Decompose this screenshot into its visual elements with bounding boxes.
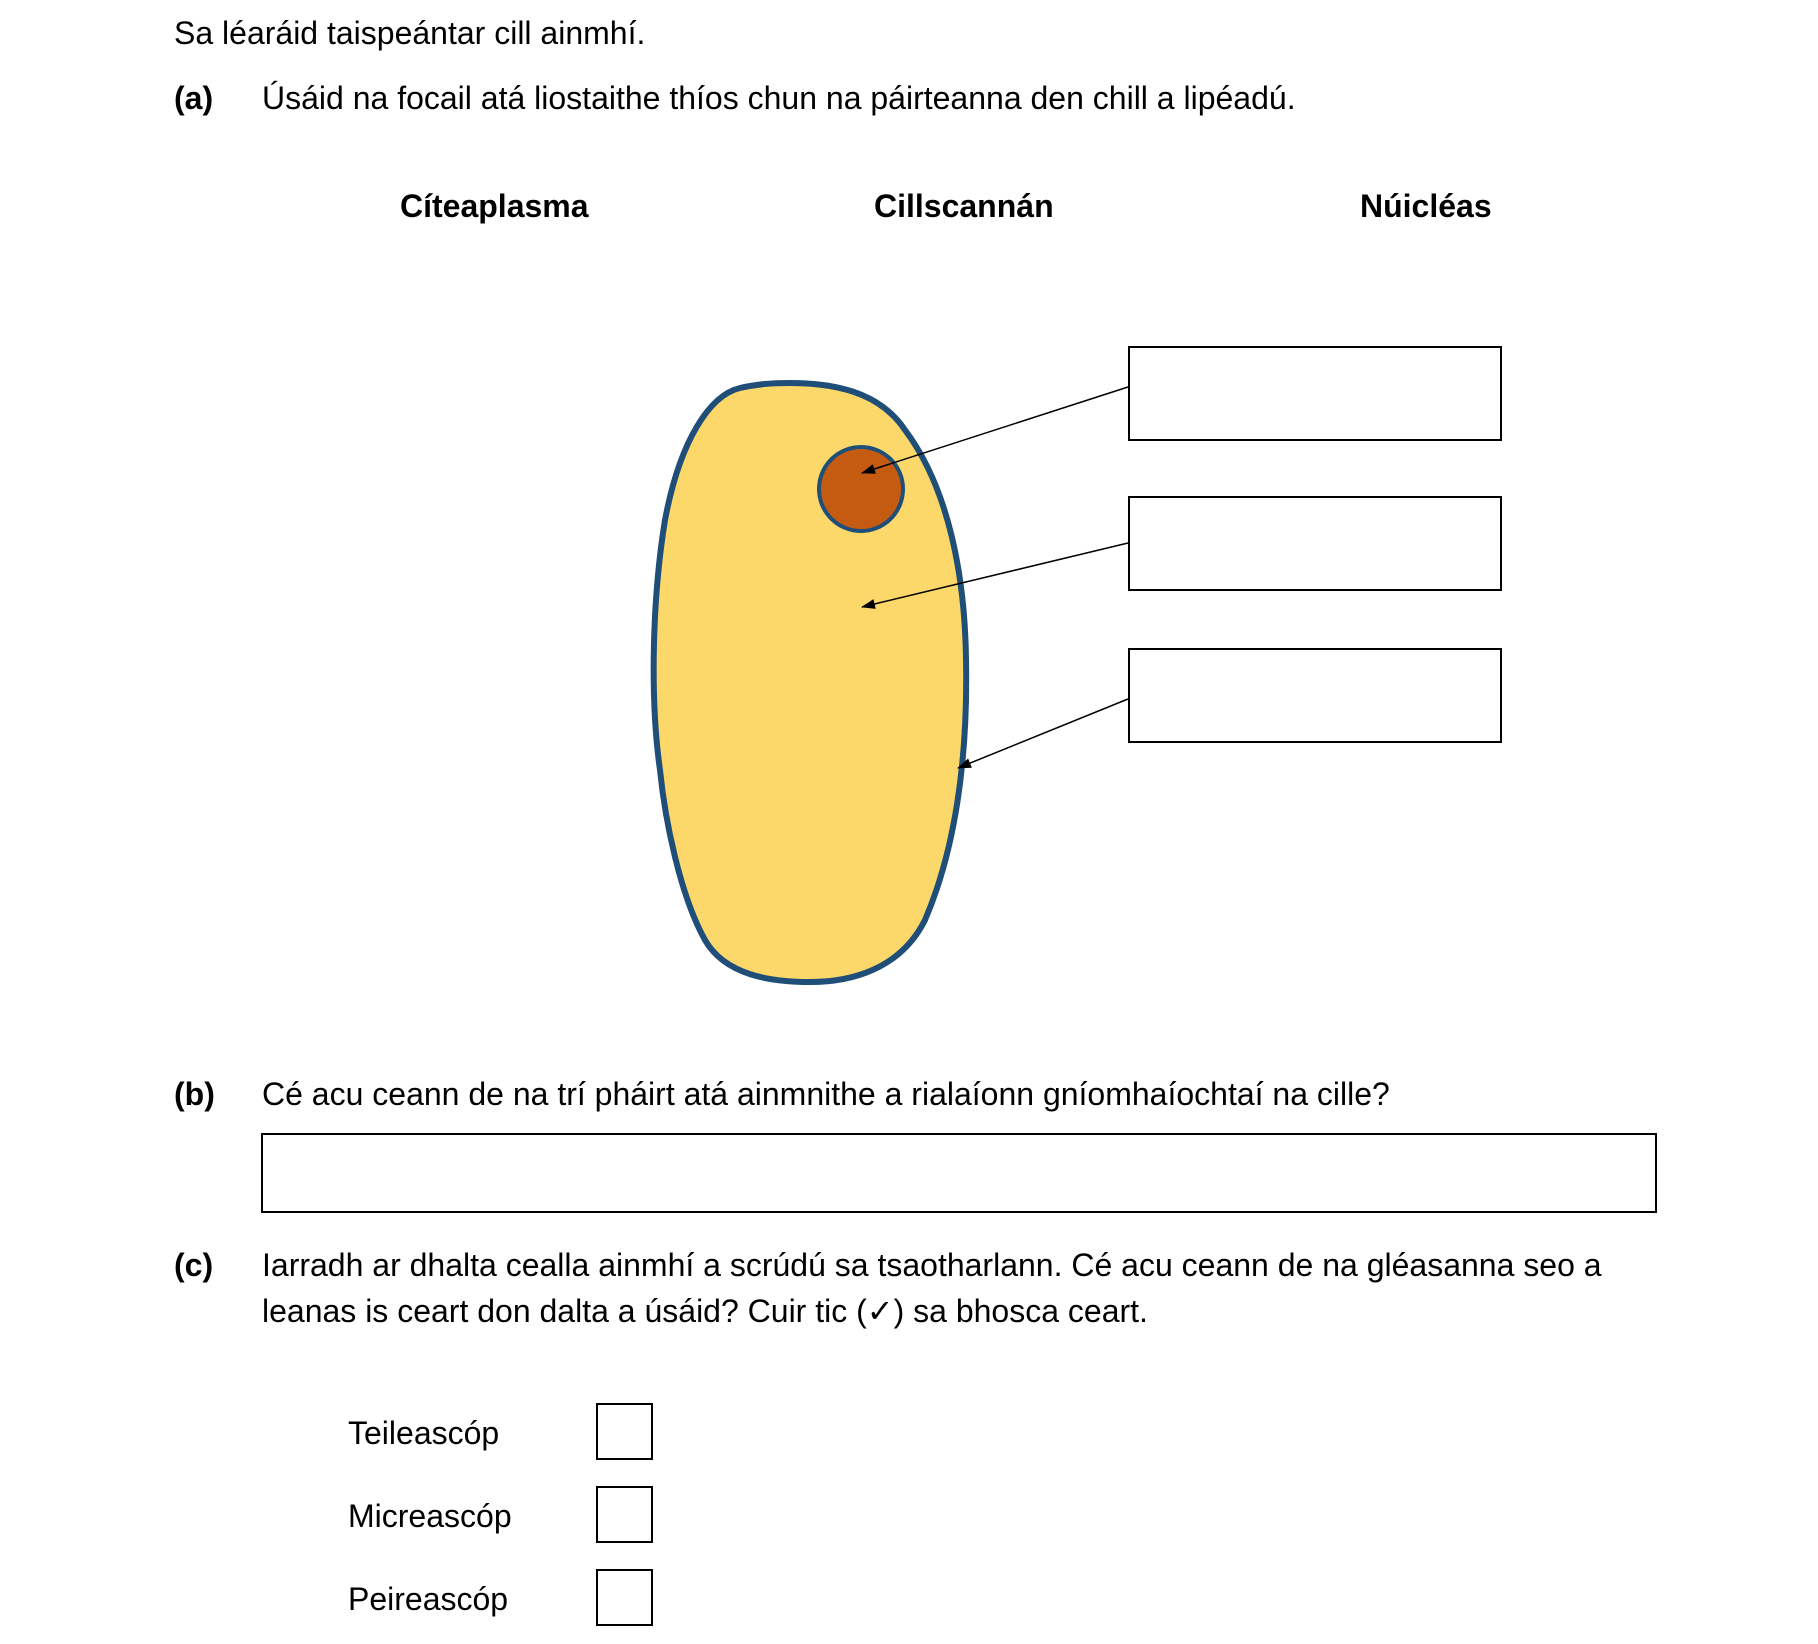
part-c-question-line1: Iarradh ar dhalta cealla ainmhí a scrúdú sa tsaotharlann. Cé acu ceann de na gléasanna seo a [262, 1247, 1602, 1283]
part-a-question: Úsáid na focail atá liostaithe thíos chun na páirteanna den chill a lipéadú. [262, 80, 1296, 116]
label-box-2[interactable] [1128, 496, 1502, 591]
part-b-answer-box[interactable] [261, 1133, 1657, 1213]
tick-box-microscope[interactable] [596, 1486, 653, 1543]
option-label: Teileascóp [348, 1415, 500, 1451]
option-label: Micreascóp [348, 1498, 512, 1534]
cell-body [654, 383, 967, 982]
nucleus [819, 447, 903, 531]
tick-box-telescope[interactable] [596, 1403, 653, 1460]
part-c-label: (c) [174, 1247, 214, 1283]
word-cell-membrane: Cillscannán [874, 188, 1054, 224]
option-periscope [348, 1569, 668, 1629]
intro-text: Sa léaráid taispeántar cill ainmhí. [174, 15, 646, 51]
label-box-3[interactable] [1128, 648, 1502, 743]
label-box-1[interactable] [1128, 346, 1502, 441]
pointer-line-3 [958, 699, 1128, 768]
part-b-label: (b) [174, 1076, 215, 1112]
word-cytoplasm: Cíteaplasma [400, 188, 589, 224]
tick-box-periscope[interactable] [596, 1569, 653, 1626]
option-microscope [348, 1486, 668, 1546]
part-b-question: Cé acu ceann de na trí pháirt atá ainmnithe a rialaíonn gníomhaíochtaí na cille? [262, 1076, 1390, 1112]
option-telescope [348, 1403, 668, 1463]
option-label: Peireascóp [348, 1581, 509, 1617]
part-a-label: (a) [174, 80, 214, 116]
word-nucleus: Núicléas [1360, 188, 1492, 224]
part-c-question-line2: leanas is ceart don dalta a úsáid? Cuir tic (✓) sa bhosca ceart. [262, 1293, 1148, 1329]
